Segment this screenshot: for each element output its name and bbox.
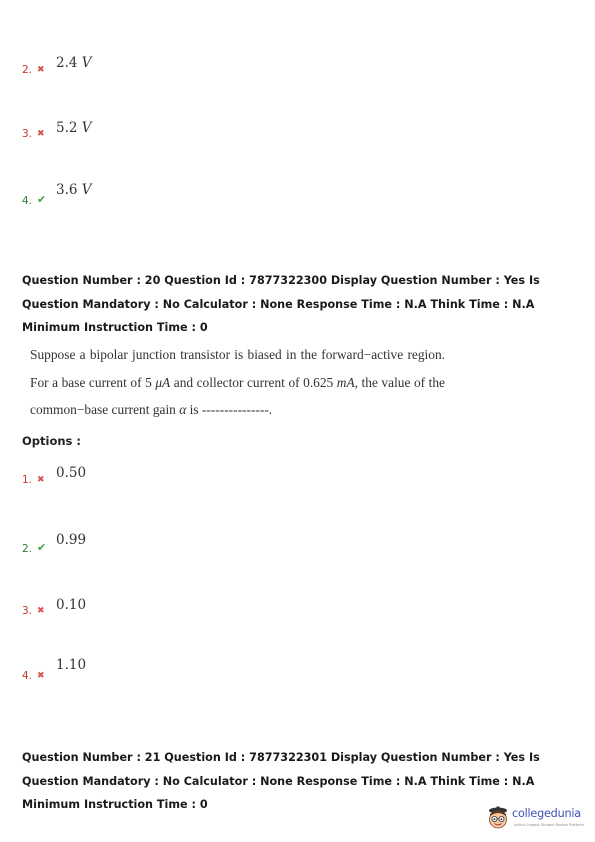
question-21-header: Question Number : 21 Question Id : 7877322301 Display Question Number : Yes Is Question Mandatory : No Calculator : None Response Time : N.A Think Time : N.A Minimum Instruction Time : 0 [22, 751, 540, 811]
q20-option-2-value: 0.99 [56, 532, 87, 548]
logo-tagline: India's Largest Student Review Platform [514, 823, 584, 827]
prev-option-4 [22, 193, 46, 207]
cross-icon: ✖ [37, 671, 45, 681]
cross-icon: ✖ [37, 606, 45, 616]
q20-option-1 [22, 474, 45, 486]
option-number: 3. [22, 128, 33, 140]
check-icon: ✔ [37, 193, 47, 206]
cross-icon: ✖ [37, 475, 45, 485]
q20-option-4-value: 1.10 [56, 657, 87, 673]
question-20-header: Question Number : 20 Question Id : 7877322300 Display Question Number : Yes Is Question Mandatory : No Calculator : None Response Time : N.A Think Time : N.A Minimum Instruction Time : 0 [22, 274, 540, 334]
prev-option-3-value: 5.2 V [56, 120, 92, 136]
collegedunia-logo [487, 806, 593, 836]
q20-option-1-value: 0.50 [56, 465, 87, 481]
option-number: 4. [22, 195, 33, 207]
option-number: 2. [22, 64, 33, 76]
q20-option-3-value: 0.10 [56, 597, 87, 613]
option-number: 4. [22, 670, 33, 682]
logo-name: collegedunia [512, 807, 581, 820]
option-number: 1. [22, 474, 33, 486]
q20-option-2 [22, 541, 46, 555]
prev-option-2-value: 2.4 V [56, 55, 92, 71]
option-number: 2. [22, 543, 33, 555]
q20-option-4 [22, 670, 45, 682]
prev-option-3 [22, 128, 45, 140]
mascot-icon [487, 806, 509, 830]
cross-icon: ✖ [37, 129, 45, 139]
question-20-text: Suppose a bipolar junction transistor is biased in the forward−active region. For a base current of 5 μA and collector current of 0.625 mA, the value of the common−base current gain α is ---------------. [30, 347, 446, 417]
q20-option-3 [22, 605, 45, 617]
check-icon: ✔ [37, 541, 47, 554]
prev-option-4-value: 3.6 V [56, 182, 92, 198]
prev-option-2 [22, 64, 45, 76]
option-number: 3. [22, 605, 33, 617]
cross-icon: ✖ [37, 65, 45, 75]
options-label: Options : [22, 434, 81, 448]
